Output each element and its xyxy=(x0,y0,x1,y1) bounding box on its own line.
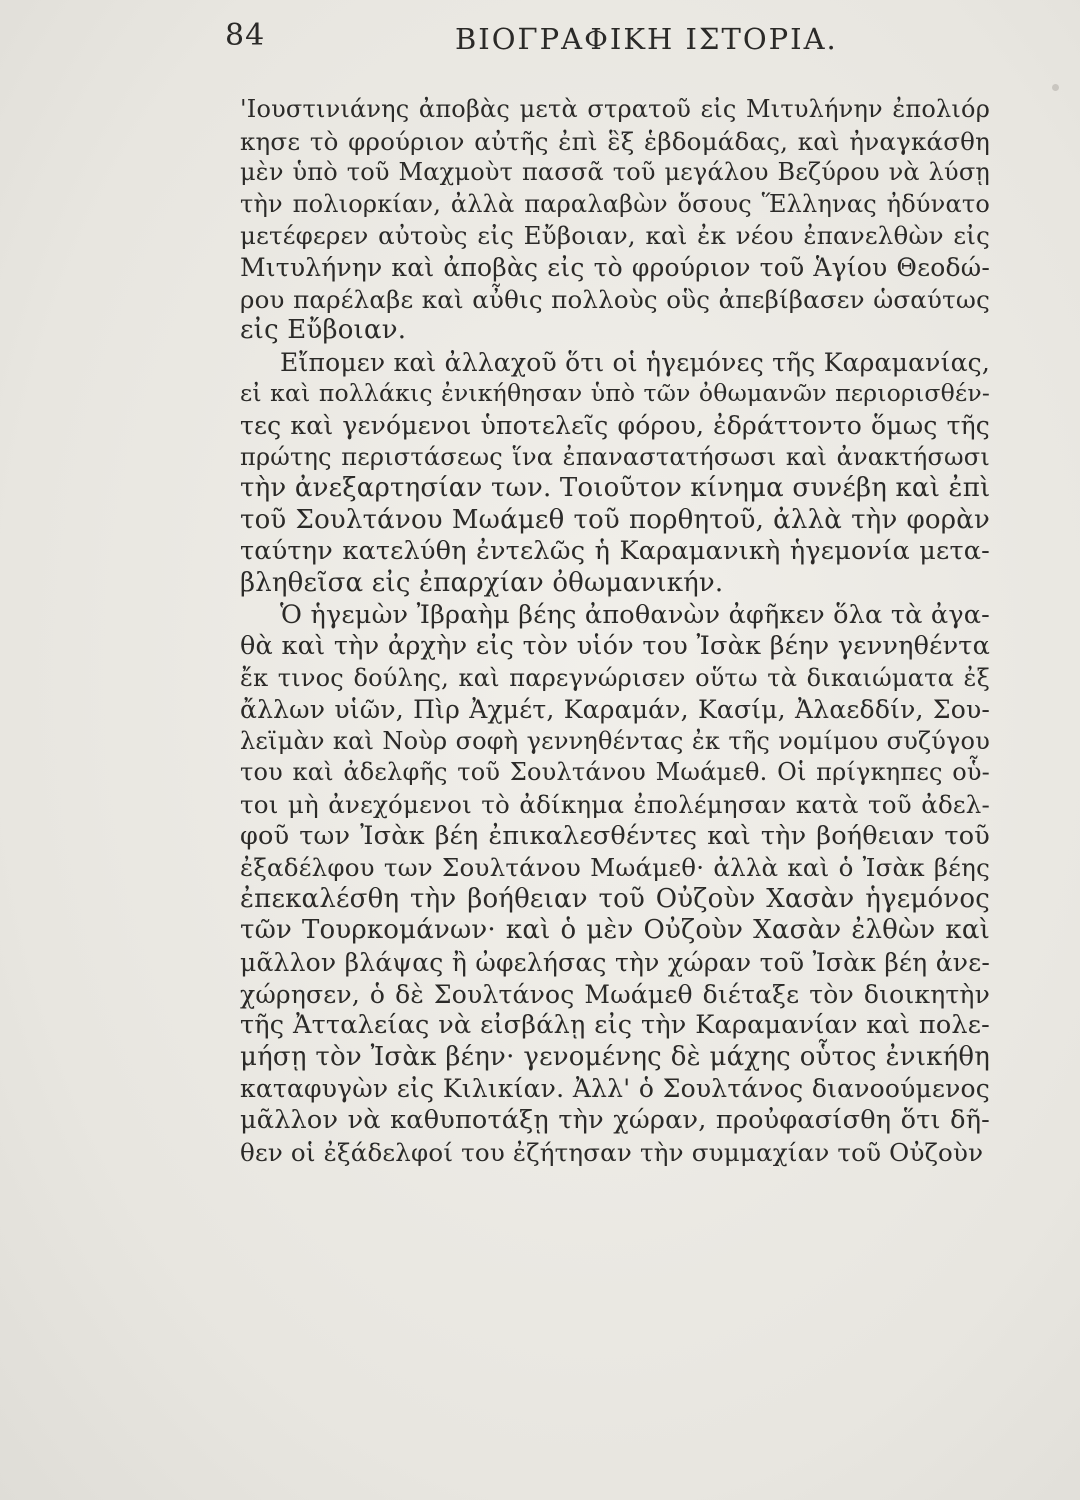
text-line: Μιτυλήνην καὶ ἀποβὰς εἰς τὸ φρούριον τοῦ Ἁγίου Θεοδώ- xyxy=(240,252,990,282)
text-line-paragraph-start: Ὁ ἡγεμὼν Ἰβραὴμ βέης ἀποθανὼν ἀφῆκεν ὅλα τὰ ἀγα- xyxy=(280,599,990,630)
text-line: τες καὶ γενόμενοι ὑποτελεῖς φόρου, ἐδράττοντο ὅμως τῆς xyxy=(240,410,990,440)
text-line: τῆς Ἀτταλείας νὰ εἰσβάλῃ εἰς τὴν Καραμανίαν καὶ πολε- xyxy=(240,1010,990,1041)
text-line: θεν οἱ ἐξάδελφοί του ἐζήτησαν τὴν συμμαχίαν τοῦ Οὐζοὺν xyxy=(240,1137,984,1167)
text-line: πρώτης περιστάσεως ἵνα ἐπαναστατήσωσι καὶ ἀνακτήσωσι xyxy=(240,442,990,471)
running-head: ΒΙΟΓΡΑΦΙΚΗ ΙΣΤΟΡΙΑ. xyxy=(455,22,838,56)
text-line: μᾶλλον νὰ καθυποτάξῃ τὴν χώραν, προὐφασίσθη ὅτι δῆ- xyxy=(240,1105,990,1135)
text-line: βληθεῖσα εἰς ἐπαρχίαν ὀθωμανικήν. xyxy=(240,567,724,598)
text-line: 'Ιουστινιάνης ἀποβὰς μετὰ στρατοῦ εἰς Μιτυλήνην ἐπολιόρ xyxy=(240,95,990,123)
text-line-paragraph-start: Εἴπομεν καὶ ἀλλαχοῦ ὅτι οἱ ἡγεμόνες τῆς Καραμανίας, xyxy=(280,347,990,377)
text-line: μᾶλλον βλάψας ἢ ὠφελήσας τὴν χώραν τοῦ Ἰσὰκ βέη ἀνε- xyxy=(240,948,990,978)
body-text xyxy=(240,94,990,1168)
text-line: λεϊμὰν καὶ Νοὺρ σοφὴ γεννηθέντας ἐκ τῆς νομίμου συζύγου xyxy=(240,726,990,755)
page-header xyxy=(0,14,1080,64)
text-line: ταύτην κατελύθη ἐντελῶς ἡ Καραμανικὴ ἡγεμονία μετα- xyxy=(240,536,990,567)
text-line: ἄλλων υἱῶν, Πὶρ Ἀχμέτ, Καραμάν, Κασίμ, Ἀλαεδδίν, Σου- xyxy=(240,695,990,725)
text-line: μήσῃ τὸν Ἰσὰκ βέην· γενομένης δὲ μάχης οὗτος ἐνικήθη xyxy=(240,1041,990,1072)
text-line: του καὶ ἀδελφῆς τοῦ Σουλτάνου Μωάμεθ. Οἱ πρίγκηπες οὗ- xyxy=(240,758,990,787)
text-line: μετέφερεν αὐτοὺς εἰς Εὔβοιαν, καὶ ἐκ νέου ἐπανελθὼν εἰς xyxy=(240,221,990,251)
text-line: χώρησεν, ὁ δὲ Σουλτάνος Μωάμεθ διέταξε τὸν διοικητὴν xyxy=(240,979,990,1009)
text-line: κησε τὸ φρούριον αὐτῆς ἐπὶ ἓξ ἑβδομάδας, καὶ ἠναγκάσθη xyxy=(240,126,990,156)
text-line: μὲν ὑπὸ τοῦ Μαχμοὺτ πασσᾶ τοῦ μεγάλου Βεζύρου νὰ λύσῃ xyxy=(240,158,990,187)
text-line: καταφυγὼν εἰς Κιλικίαν. Ἀλλ' ὁ Σουλτάνος διανοούμενος xyxy=(240,1074,990,1104)
text-line: ρου παρέλαβε καὶ αὖθις πολλοὺς οὓς ἀπεβίβασεν ὡσαύτως xyxy=(240,284,990,314)
text-line: φοῦ των Ἰσὰκ βέη ἐπικαλεσθέντες καὶ τὴν βοήθειαν τοῦ xyxy=(240,820,990,851)
paper-speck xyxy=(1052,84,1059,91)
text-line: εἰ καὶ πολλάκις ἐνικήθησαν ὑπὸ τῶν ὀθωμανῶν περιορισθέν- xyxy=(240,379,990,408)
text-line: θὰ καὶ τὴν ἀρχὴν εἰς τὸν υἱόν του Ἰσὰκ βέην γεννηθέντα xyxy=(240,631,990,662)
text-line: τῶν Τουρκομάνων· καὶ ὁ μὲν Οὐζοὺν Χασὰν ἐλθὼν καὶ xyxy=(240,915,990,946)
text-line: τὴν πολιορκίαν, ἀλλὰ παραλαβὼν ὅσους Ἕλληνας ἠδύνατο xyxy=(240,189,990,218)
text-line: ἔκ τινος δούλης, καὶ παρεγνώρισεν οὕτω τὰ δικαιώματα ἐξ xyxy=(240,663,990,692)
text-line: ἐπεκαλέσθη τὴν βοήθειαν τοῦ Οὐζοὺν Χασὰν ἡγεμόνος xyxy=(240,883,990,914)
page-number: 84 xyxy=(225,18,266,53)
text-line: τὴν ἀνεξαρτησίαν των. Τοιοῦτον κίνημα συνέβη καὶ ἐπὶ xyxy=(240,473,991,504)
text-line: εἰς Εὔβοιαν. xyxy=(240,315,407,346)
text-line: τοι μὴ ἀνεχόμενοι τὸ ἀδίκημα ἐπολέμησαν κατὰ τοῦ ἀδελ- xyxy=(240,790,990,820)
text-line: ἐξαδέλφου των Σουλτάνου Μωάμεθ· ἀλλὰ καὶ ὁ Ἰσὰκ βέης xyxy=(240,853,990,883)
text-line: τοῦ Σουλτάνου Μωάμεθ τοῦ πορθητοῦ, ἀλλὰ τὴν φορὰν xyxy=(240,504,990,535)
